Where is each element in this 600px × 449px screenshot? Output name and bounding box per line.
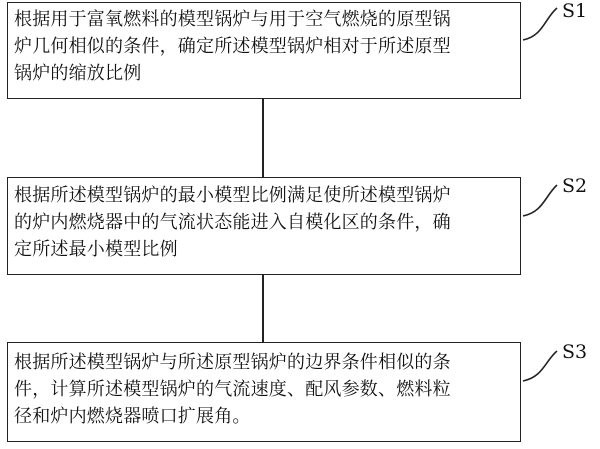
step-text-s1: 根据用于富氧燃料的模型锅炉与用于空气燃烧的原型锅 炉几何相似的条件，确定所述模型锅炉相对于所述原型 锅炉的缩放比例 — [14, 9, 451, 84]
step-text-s2: 根据所述模型锅炉的最小模型比例满足使所述模型锅炉 的炉内燃烧器中的气流状态能进入自模化区的条件，确 定所述最小模型比例 — [14, 185, 451, 260]
leader-line-s2 — [523, 185, 557, 216]
leader-line-s3 — [523, 351, 557, 381]
step-label-s2: S2 — [562, 175, 588, 197]
step-text-s3: 根据所述模型锅炉与所述原型锅炉的边界条件相似的条 件，计算所述模型锅炉的气流速度、配风参数、燃料粒 径和炉内燃烧器喷口扩展角。 — [14, 352, 451, 427]
step-label-s3: S3 — [562, 341, 588, 363]
leader-line-s1 — [523, 8, 557, 40]
step-label-s1: S1 — [562, 0, 588, 22]
